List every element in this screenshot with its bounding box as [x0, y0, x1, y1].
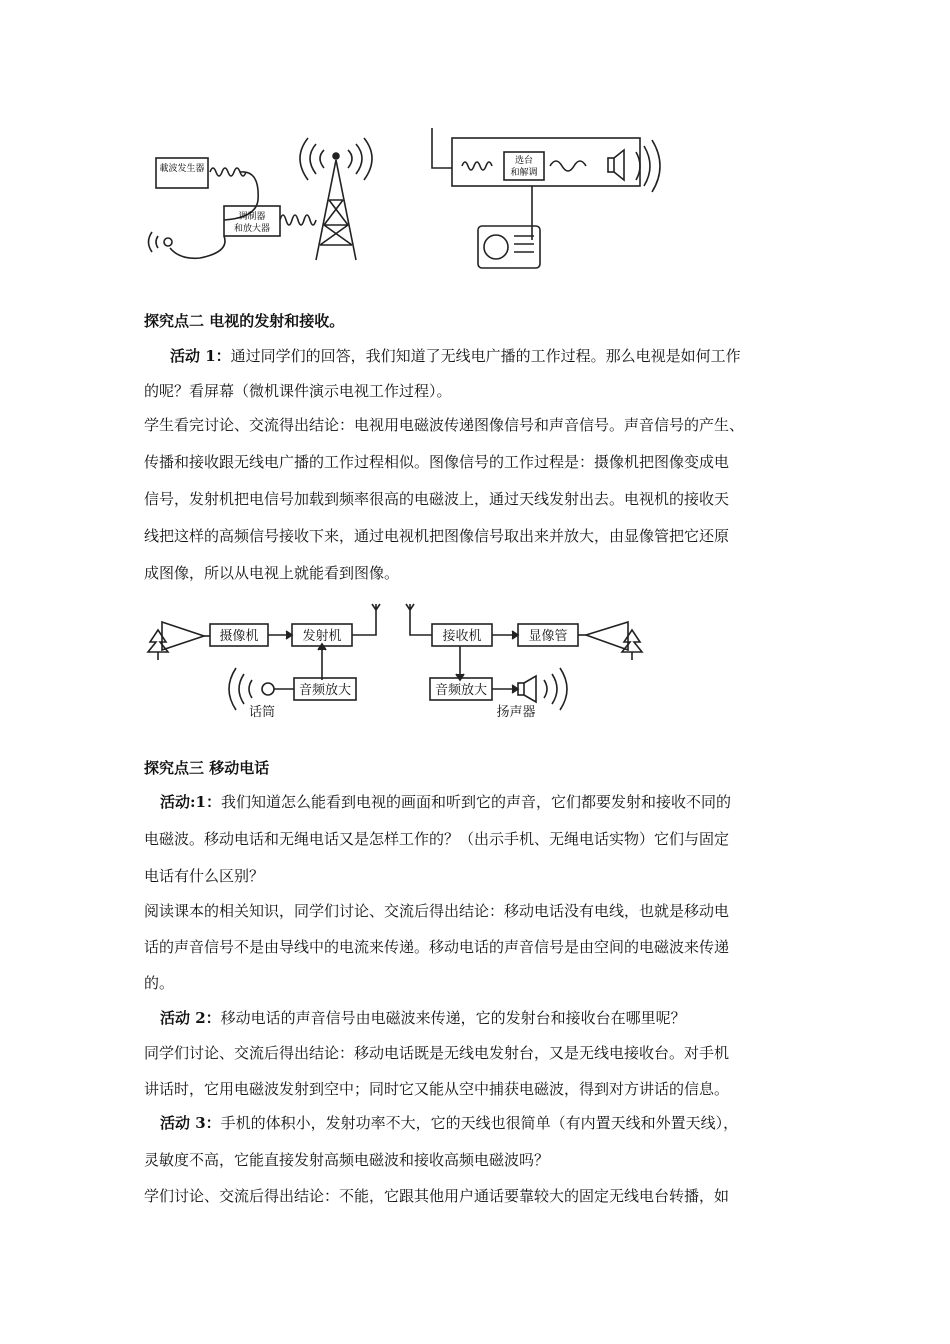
paragraph-line: 阅读课本的相关知识，同学们讨论、交流后得出结论：移动电话没有电线，也就是移动电: [144, 902, 730, 920]
audio-amp-tx-label: 音频放大: [298, 683, 352, 698]
a2-label: 活动 2：: [160, 1009, 221, 1027]
activity1-text: 通过同学们的回答，我们知道了无线电广播的工作过程。那么电视是如何工作: [230, 347, 741, 365]
paragraph-line: 线把这样的高频信号接收下来，通过电视机把图像信号取出来并放大，由显像管把它还原: [144, 527, 730, 545]
modulator-label-1: 调制器: [238, 212, 266, 222]
tx-antenna-icon: [352, 604, 380, 635]
tree-icon: [148, 630, 168, 660]
microphone-icon: [262, 683, 274, 695]
paragraph-line: 灵敏度不高，它能直接发射高频电磁波和接收高频电磁波吗？: [144, 1151, 550, 1169]
speaker-icon: [524, 676, 536, 702]
receiver-box: [452, 138, 640, 186]
modulated-wave-symbol: [280, 215, 316, 225]
a3-text: 手机的体积小，发射功率不大，它的天线也很简单（有内置天线和外置天线），: [220, 1114, 739, 1132]
section3-activity2: [160, 1008, 830, 1028]
paragraph-line: 的呢？看屏幕（微机课件演示电视工作过程）。: [144, 382, 452, 400]
wave-generator-label: 載波发生器: [159, 164, 205, 174]
activity1-label: 活动 1：: [170, 347, 231, 365]
paragraph-line: 话的声音信号不是由导线中的电流来传递。移动电话的声音信号是由空间的电磁波来传递: [144, 938, 730, 956]
camera-label: 摄像机: [219, 629, 259, 644]
paragraph-line: 学生看完讨论、交流得出结论：电视用电磁波传递图像信号和声音信号。声音信号的产生、: [144, 416, 745, 434]
transmitter-label: 发射机: [302, 629, 342, 644]
tv-block-diagram: [140, 600, 650, 720]
paragraph-line: 讲话时，它用电磁波发射到空中；同时它又能从空中捕获电磁波，得到对方讲话的信息。: [144, 1080, 730, 1098]
receiver-label: 接收机: [442, 629, 482, 644]
paragraph-line: 传播和接收跟无线电广播的工作过程相似。图像信号的工作过程是：摄像机把图像变成电: [144, 453, 730, 471]
rx-antenna-icon: [406, 604, 432, 635]
modulator-label-2: 和放大器: [233, 224, 271, 234]
section2-heading: 探究点二 电视的发射和接收。: [144, 312, 345, 330]
audio-amp-rx-label: 音频放大: [434, 683, 488, 698]
radio-broadcast-figure: [140, 120, 670, 285]
section3-activity1: [160, 792, 830, 812]
microphone-label: 话筒: [248, 705, 276, 720]
tree-icon-right: [622, 630, 642, 660]
section3-heading: 探究点三 移动电话: [144, 759, 270, 777]
audio-wave-symbol: [550, 161, 586, 171]
tower-icon: [316, 160, 356, 260]
speaker-icon: [614, 150, 624, 180]
paragraph-line: 的。: [144, 974, 175, 992]
paragraph-line: 电磁波。移动电话和无绳电话又是怎样工作的？（出示手机、无绳电话实物）它们与固定: [144, 830, 730, 848]
radio-icon: [478, 226, 540, 268]
tuner-label-2: 和解调: [510, 168, 538, 178]
paragraph-line: 电话有什么区别？: [144, 867, 265, 885]
a1-label: 活动:1：: [160, 793, 221, 811]
speaker-label: 扬声器: [496, 705, 536, 720]
sound-waves-icon: [149, 232, 159, 252]
a3-label: 活动 3：: [160, 1114, 221, 1132]
paragraph-line: 学们讨论、交流后得出结论：不能，它跟其他用户通话要靠较大的固定无线电台转播，如: [144, 1187, 730, 1205]
a1-text: 我们知道怎么能看到电视的画面和听到它的声音，它们都要发射和接收不同的: [220, 793, 731, 811]
section2-activity1: [170, 346, 840, 366]
tuner-label-1: 选台: [514, 156, 534, 166]
a2-text: 移动电话的声音信号由电磁波来传递，它的发射台和接收台在哪里呢？: [220, 1009, 686, 1027]
paragraph-line: 信号，发射机把电信号加载到频率很高的电磁波上，通过天线发射出去。电视机的接收天: [144, 490, 730, 508]
paragraph-line: 同学们讨论、交流后得出结论：移动电话既是无线电发射台，又是无线电接收台。对手机: [144, 1044, 730, 1062]
section3-activity3: [160, 1113, 830, 1133]
picture-tube-label: 显像管: [528, 629, 568, 644]
paragraph-line: 成图像，所以从电视上就能看到图像。: [144, 564, 400, 582]
